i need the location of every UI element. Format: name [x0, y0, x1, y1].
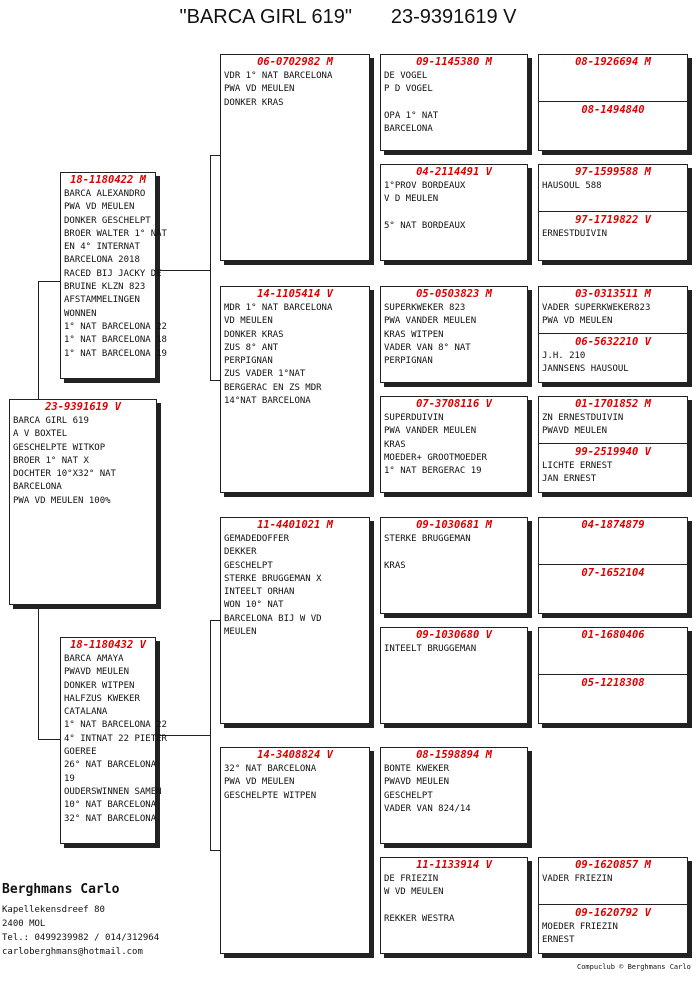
footer-credit: Compuclub © Berghmans Carlo: [577, 963, 691, 971]
card-info: HAUSOUL 588: [542, 181, 602, 191]
divider: [539, 211, 687, 212]
grandsire-paternal-card: [220, 54, 370, 261]
subject-info: BARCA GIRL 619 A V BOXTEL GESCHELPTE WITKOP BROER 1° NAT X DOCHTER 10°X32° NAT BARCELONA PWA VD MEULEN 100%: [13, 416, 116, 506]
divider: [539, 101, 687, 102]
granddam-maternal-card: [220, 747, 370, 954]
card-info: DE FRIEZIN W VD MEULEN REKKER WESTRA: [384, 874, 455, 924]
card-info: [539, 69, 687, 100]
card-info: ERNESTDUIVIN: [542, 229, 608, 239]
connector: [38, 739, 60, 740]
card-ring: 11-1133914 V: [416, 859, 492, 871]
card-info: VADER SUPERKWEKER823 PWA VD MEULEN: [542, 303, 651, 327]
card-info: SUPERDUIVIN PWA VANDER MEULEN KRAS MOEDER+ GROOTMOEDER 1° NAT BERGERAC 19: [384, 413, 487, 477]
card-ring: 09-1030680 V: [416, 629, 492, 641]
connector: [210, 155, 220, 156]
sire-card: [60, 172, 167, 379]
connector: [38, 281, 60, 282]
card-info: GEMADEDOFFER DEKKER GESCHELPT STERKE BRUGGEMAN X INTEELT ORHAN WON 10° NAT BARCELONA BIJ W VD MEULEN: [224, 534, 322, 638]
card-info: DE VOGEL P D VOGEL OPA 1° NAT BARCELONA: [384, 71, 439, 135]
connector: [210, 620, 211, 850]
card-info: 1°PROV BORDEAUX V D MEULEN 5° NAT BORDEAUX: [384, 181, 466, 231]
card-ring: 09-1145380 M: [416, 56, 492, 68]
card-ring: 01-1680406: [581, 629, 645, 641]
card-ring: 09-1620857 M: [575, 859, 651, 871]
card-ring: 97-1719822 V: [575, 214, 651, 226]
card-info: MOEDER FRIEZIN ERNEST: [542, 922, 618, 946]
connector: [210, 620, 220, 621]
subject-ring-title: 23-9391619 V: [390, 6, 517, 28]
card-ring: 05-0503823 M: [416, 288, 492, 300]
subject-ring: 23-9391619 V: [45, 401, 121, 413]
g4-card: [380, 396, 528, 493]
card-ring: 09-1620792 V: [575, 907, 651, 919]
g5-pair-card: [538, 396, 688, 493]
g4-card: [380, 747, 528, 844]
owner-email: carloberghmans@hotmail.com: [2, 947, 143, 957]
card-info: [539, 642, 687, 673]
subject-card: [9, 399, 157, 605]
dam-ring: 18-1180432 V: [70, 639, 146, 651]
g4-card: [380, 517, 528, 614]
owner-address: Kapellekensdreef 80: [2, 905, 105, 915]
divider: [539, 564, 687, 565]
card-ring: 08-1494840: [581, 104, 645, 116]
g5-pair-card: [538, 54, 688, 151]
card-ring: 14-1105414 V: [257, 288, 333, 300]
g5-pair-card: [538, 286, 688, 383]
card-info: [539, 580, 687, 581]
card-ring: 11-4401021 M: [257, 519, 333, 531]
connector: [38, 281, 39, 399]
g5-pair-card: [538, 164, 688, 261]
g4-card: [380, 286, 528, 383]
owner-phone: Tel.: 0499239982 / 014/312964: [2, 933, 160, 943]
card-info: 32° NAT BARCELONA PWA VD MEULEN GESCHELPTE WITPEN: [224, 764, 317, 801]
card-ring: 08-1598894 M: [416, 749, 492, 761]
sire-ring: 18-1180422 M: [70, 174, 146, 186]
connector: [38, 605, 39, 739]
g5-pair-card: [538, 627, 688, 724]
divider: [539, 333, 687, 334]
card-ring: 05-1218308: [581, 677, 645, 689]
card-info: [539, 117, 687, 118]
g4-card: [380, 627, 528, 724]
card-info: VDR 1° NAT BARCELONA PWA VD MEULEN DONKER KRAS: [224, 71, 333, 108]
g5-pair-card: [538, 517, 688, 614]
card-ring: 07-1652104: [581, 567, 645, 579]
card-ring: 08-1926694 M: [575, 56, 651, 68]
card-info: [539, 532, 687, 563]
card-ring: 03-0313511 M: [575, 288, 651, 300]
card-info: STERKE BRUGGEMAN KRAS: [384, 534, 471, 571]
page-title: [0, 6, 696, 29]
card-info: ZN ERNESTDUIVIN PWAVD MEULEN: [542, 413, 624, 437]
dam-info: BARCA AMAYA PWAVD MEULEN DONKER WITPEN HALFZUS KWEKER CATALANA 1° NAT BARCELONA 22 4° INTNAT 22 PIETER GOEREE 26° NAT BARCELONA 19 OUDERSWINNEN SAMEN 10° NAT BARCELONA 32° NAT BARCELONA: [64, 654, 167, 824]
card-info: SUPERKWEKER 823 PWA VANDER MEULEN KRAS WITPEN VADER VAN 8° NAT PERPIGNAN: [384, 303, 477, 367]
card-ring: 97-1599588 M: [575, 166, 651, 178]
card-ring: 04-1874879: [581, 519, 645, 531]
connector: [210, 850, 220, 851]
card-ring: 09-1030681 M: [416, 519, 492, 531]
card-info: J.H. 210 JANNSENS HAUSOUL: [542, 351, 629, 375]
dam-card: [60, 637, 167, 844]
g4-card: [380, 857, 528, 954]
card-info: BONTE KWEKER PWAVD MEULEN GESCHELPT VADER VAN 824/14: [384, 764, 471, 814]
sire-info: BARCA ALEXANDRO PWA VD MEULEN DONKER GESCHELPT BROER WALTER 1° NAT EN 4° INTERNAT BARCELONA 2018 RACED BIJ JACKY DE BRUINE KLZN 823 AFSTAMMELINGEN WONNEN 1° NAT BARCELONA 22 1° NAT BARCELONA 18 1° NAT BARCELONA 19: [64, 189, 167, 359]
card-ring: 06-0702982 M: [257, 56, 333, 68]
card-ring: 01-1701852 M: [575, 398, 651, 410]
divider: [539, 674, 687, 675]
card-info: [539, 690, 687, 691]
granddam-paternal-card: [220, 286, 370, 493]
owner-city: 2400 MOL: [2, 919, 46, 929]
g5-pair-card: [538, 857, 688, 954]
divider: [539, 904, 687, 905]
connector: [210, 155, 211, 380]
card-info: INTEELT BRUGGEMAN: [384, 644, 477, 654]
card-ring: 99-2519940 V: [575, 446, 651, 458]
connector: [210, 380, 220, 381]
subject-name: "BARCA GIRL 619": [179, 6, 352, 28]
g4-card: [380, 164, 528, 261]
g4-card: [380, 54, 528, 151]
card-info: LICHTE ERNEST JAN ERNEST: [542, 461, 613, 485]
grandsire-maternal-card: [220, 517, 370, 724]
card-ring: 06-5632210 V: [575, 336, 651, 348]
card-ring: 04-2114491 V: [416, 166, 492, 178]
card-info: MDR 1° NAT BARCELONA VD MEULEN DONKER KRAS ZUS 8° ANT PERPIGNAN ZUS VADER 1°NAT BERGERAC EN ZS MDR 14°NAT BARCELONA: [224, 303, 333, 407]
card-info: VADER FRIEZIN: [542, 874, 613, 884]
card-ring: 07-3708116 V: [416, 398, 492, 410]
connector: [156, 270, 210, 271]
card-ring: 14-3408824 V: [257, 749, 333, 761]
divider: [539, 443, 687, 444]
owner-name: Berghmans Carlo: [2, 882, 120, 897]
